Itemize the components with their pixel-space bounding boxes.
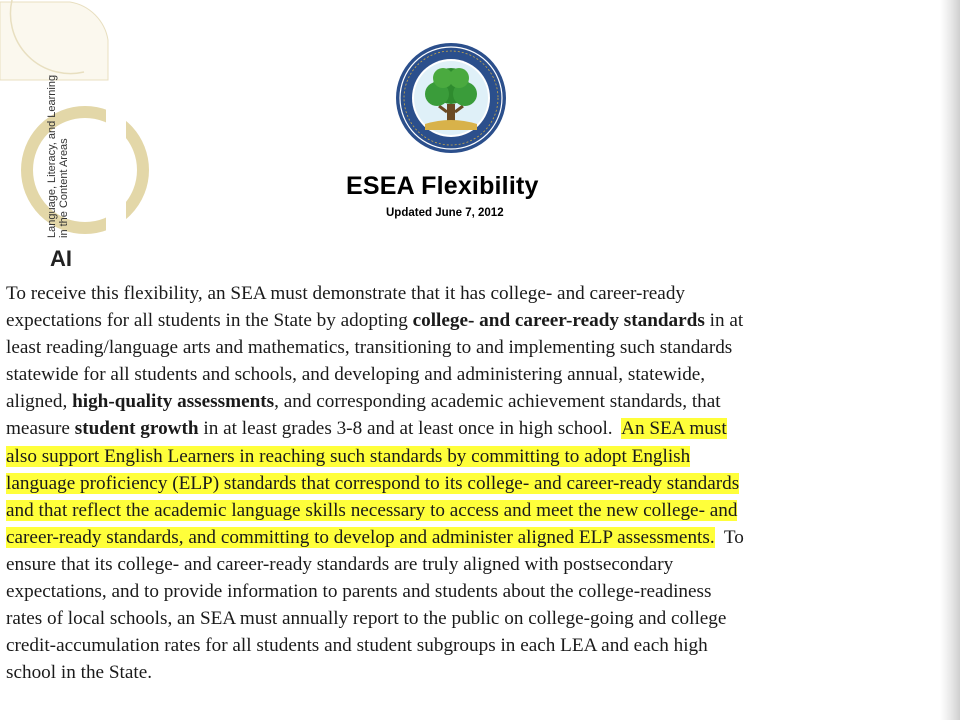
- text-run: rates of local schools, an SEA must annually report to the public on college-going and college: [6, 608, 727, 630]
- vertical-label-line-1: Language, Literacy, and Learning: [46, 74, 58, 238]
- text-run: ensure that its college- and career-ready standards are truly aligned with postsecondary: [6, 553, 674, 575]
- paragraph-line: [6, 307, 954, 334]
- text-run: expectations for all students in the State by adopting: [6, 310, 413, 332]
- bold-term: student growth: [74, 418, 199, 440]
- text-run: statewide for all students and schools, and developing and administering annual, statewide,: [6, 364, 706, 386]
- highlighted-text: An SEA must: [621, 418, 727, 440]
- paragraph-line: [6, 524, 954, 551]
- clipped-heading-glyph: AI: [50, 246, 72, 271]
- highlighted-text: and that reflect the academic language skills necessary to access and meet the new college- and: [6, 499, 738, 521]
- text-run: expectations, and to provide information to parents and students about the college-readiness: [6, 581, 712, 603]
- paragraph-line: [6, 334, 954, 361]
- paragraph-line: [6, 388, 954, 415]
- vertical-course-label: [46, 75, 70, 238]
- paragraph-line: [6, 605, 954, 632]
- paragraph-line: [6, 280, 954, 307]
- vertical-label-line-2: in the Content Areas: [58, 138, 70, 238]
- department-of-education-seal-icon: [395, 42, 507, 154]
- paragraph-line: [6, 361, 954, 388]
- bold-term: college- and career-ready standards: [412, 310, 705, 332]
- text-run: in at: [704, 310, 744, 332]
- text-run: aligned,: [6, 391, 73, 413]
- document-date: Updated June 7, 2012: [386, 207, 504, 219]
- text-run: school in the State.: [6, 662, 153, 684]
- flexibility-paragraph: [6, 280, 954, 686]
- paragraph-line: [6, 497, 954, 524]
- document-title: ESEA Flexibility: [346, 172, 539, 200]
- bold-term: high-quality assessments: [72, 391, 275, 413]
- highlighted-text: also support English Learners in reaching such standards by committing to adopt English: [6, 445, 691, 467]
- text-run: To: [714, 526, 744, 548]
- paragraph-line: [6, 632, 954, 659]
- text-run: credit-accumulation rates for all students and student subgroups in each LEA and each high: [6, 635, 708, 657]
- paragraph-line: [6, 443, 954, 470]
- text-run: , and corresponding academic achievement standards, that: [274, 391, 721, 413]
- text-run: measure: [6, 418, 75, 440]
- paragraph-line: [6, 470, 954, 497]
- paragraph-line: [6, 578, 954, 605]
- highlighted-text: career-ready standards, and committing to develop and administer aligned ELP assessments.: [6, 526, 715, 548]
- text-run: in at least grades 3-8 and at least once in high school.: [198, 418, 622, 440]
- paragraph-line: [6, 551, 954, 578]
- paragraph-line: [6, 659, 954, 686]
- paragraph-line: [6, 415, 954, 442]
- text-run: To receive this flexibility, an SEA must demonstrate that it has college- and career-ready: [6, 283, 686, 304]
- text-run: least reading/language arts and mathematics, transitioning to and implementing such standards: [6, 337, 733, 359]
- highlighted-text: language proficiency (ELP) standards that correspond to its college- and career-ready standards: [6, 472, 740, 494]
